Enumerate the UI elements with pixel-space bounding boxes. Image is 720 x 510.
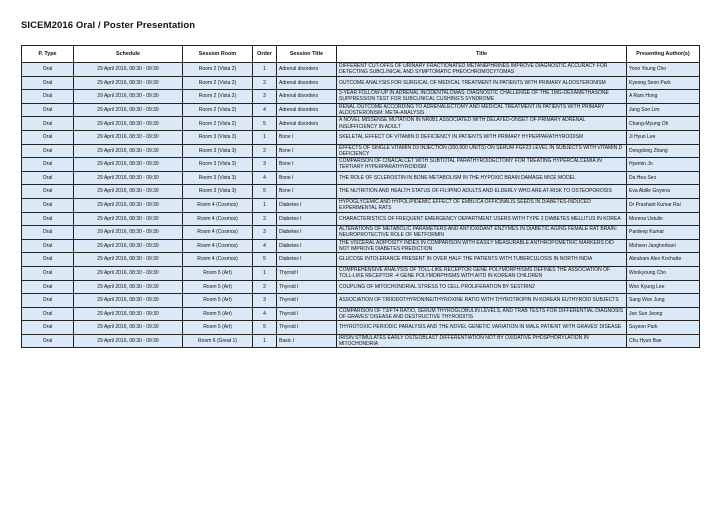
cell-presenting-author: Kyeong Seon Park — [627, 76, 700, 90]
table-row — [22, 171, 700, 185]
cell-order: 1 — [253, 63, 277, 77]
cell-session-title: Thyroid I — [277, 307, 337, 321]
cell-session-title: Diabetes I — [277, 253, 337, 267]
cell-schedule: 29 April 2016, 08:30 - 09:30 — [74, 321, 183, 335]
cell-presenting-author: Yoon Young Cho — [627, 63, 700, 77]
cell-title: IRISIN STIMULATES EARLY OSTEOBLAST DIFFERENTIATION NOT BY OXIDATIVE PHOSPHORYLATION IN MITOCHONDRIA — [337, 334, 627, 348]
column-header-schedule: Schedule — [74, 46, 183, 63]
table-row — [22, 144, 700, 158]
cell-session-room: Room 2 (Vista 2) — [183, 76, 253, 90]
cell-title: THE ROLE OF SCLEROSTIN IN BONE METABOLISM IN THE HYPOXIC BRAIN DAMAGE MICE MODEL — [337, 171, 627, 185]
cell-ptype: Oral — [22, 198, 74, 212]
cell-presenting-author: Abraham Alex Kochatte — [627, 253, 700, 267]
cell-title: GLUCOSE INTOLERANCE PRESENT IN OVER HALF THE PATIENTS WITH TUBERCULOSIS IN NORTH INDIA — [337, 253, 627, 267]
table-row — [22, 266, 700, 280]
cell-order: 2 — [253, 280, 277, 294]
cell-session-room: Room 5 (Art) — [183, 307, 253, 321]
cell-order: 2 — [253, 212, 277, 226]
table-row — [22, 294, 700, 308]
cell-session-room: Room 3 (Vista 3) — [183, 158, 253, 172]
cell-title: COUPLING OF MITOCHONDRIAL STRESS TO CELL PROLIFERATION BY SESTRIN2 — [337, 280, 627, 294]
table-row — [22, 253, 700, 267]
cell-session-title: Bone I — [277, 171, 337, 185]
cell-session-room: Room 3 (Vista 3) — [183, 144, 253, 158]
cell-presenting-author: Jee Sun Jeong — [627, 307, 700, 321]
cell-session-title: Basic I — [277, 334, 337, 348]
cell-session-title: Thyroid I — [277, 294, 337, 308]
cell-schedule: 29 April 2016, 08:30 - 09:30 — [74, 117, 183, 131]
cell-order: 3 — [253, 294, 277, 308]
cell-session-title: Diabetes I — [277, 239, 337, 253]
cell-schedule: 29 April 2016, 08:30 - 09:30 — [74, 280, 183, 294]
cell-session-title: Adrenal disorders — [277, 117, 337, 131]
table-row — [22, 63, 700, 77]
cell-presenting-author: Eva Abille Goyena — [627, 185, 700, 199]
cell-ptype: Oral — [22, 158, 74, 172]
cell-ptype: Oral — [22, 130, 74, 144]
cell-title: DIFFERENT CUT-OFFS OF URINARY FRACTIONATED METANEPHRINES IMPROVE DIAGNOSTIC ACCURACY FOR DETECTING SUBCLINICAL AND SYMPTOMATIC PHEOCHROMOCYTOMAS — [337, 63, 627, 77]
table-row — [22, 130, 700, 144]
cell-title: COMPARISON OF T3/FT4 RATIO, SERUM THYROGLOBULIN LEVELS, AND TRAB TESTS FOR DIFFERENTIAL DIAGNOSIS OF GRAVES' DISEASE AND DESTRUCTIVE THYROIDITIS — [337, 307, 627, 321]
cell-presenting-author: Da Hea Seo — [627, 171, 700, 185]
cell-title: ALTERATIONS OF METABOLIC PARAMETERS AND ANTIOXIDANT ENZYMES IN DIABETIC AGING FEMALE RAT BRAIN: NEUROPROTECTIVE ROLE OF METFORMIN — [337, 226, 627, 240]
table-row — [22, 321, 700, 335]
cell-session-room: Room 4 (Cosmos) — [183, 198, 253, 212]
cell-presenting-author: Sang Won Jung — [627, 294, 700, 308]
cell-ptype: Oral — [22, 226, 74, 240]
cell-presenting-author: Chu Hyun Bae — [627, 334, 700, 348]
cell-order: 5 — [253, 117, 277, 131]
table-row — [22, 226, 700, 240]
cell-ptype: Oral — [22, 253, 74, 267]
cell-order: 2 — [253, 76, 277, 90]
cell-title: ASSOCIATION OF TRIIODOTHYRONINE/THYROXINE RATIO WITH THYROTROPIN IN KOREAN EUTHYROID SUBJECTS — [337, 294, 627, 308]
cell-schedule: 29 April 2016, 08:30 - 09:30 — [74, 239, 183, 253]
cell-session-room: Room 6 (Great 1) — [183, 334, 253, 348]
cell-session-room: Room 4 (Cosmos) — [183, 239, 253, 253]
cell-ptype: Oral — [22, 144, 74, 158]
cell-presenting-author: Hyemin Jo — [627, 158, 700, 172]
cell-order: 4 — [253, 307, 277, 321]
table-header-row — [22, 46, 700, 63]
cell-schedule: 29 April 2016, 08:30 - 09:30 — [74, 266, 183, 280]
cell-presenting-author: Wonkyoung Cho — [627, 266, 700, 280]
cell-session-title: Adrenal disorders — [277, 63, 337, 77]
cell-presenting-author: Suyeon Park — [627, 321, 700, 335]
cell-session-room: Room 5 (Art) — [183, 266, 253, 280]
cell-presenting-author: Chang-Myung Oh — [627, 117, 700, 131]
cell-session-room: Room 2 (Vista 2) — [183, 63, 253, 77]
cell-order: 3 — [253, 90, 277, 104]
cell-schedule: 29 April 2016, 08:30 - 09:30 — [74, 185, 183, 199]
cell-title: COMPREHENSIVE ANALYSIS OF TOLL-LIKE RECEPTOR GENE POLYMORPHISMS DEFINES THE ASSOCIATION OF TOLL-LIKE RECEPTOR -4 GENE POLYMORPHISMS WITH AITD IN KOREAN CHILDREN — [337, 266, 627, 280]
cell-session-room: Room 3 (Vista 3) — [183, 171, 253, 185]
cell-session-room: Room 5 (Art) — [183, 280, 253, 294]
table-row — [22, 185, 700, 199]
page-title: SICEM2016 Oral / Poster Presentation — [21, 20, 196, 31]
cell-presenting-author: Dr Prashant Kumar Rai — [627, 198, 700, 212]
cell-ptype: Oral — [22, 334, 74, 348]
cell-session-title: Adrenal disorders — [277, 76, 337, 90]
cell-ptype: Oral — [22, 103, 74, 117]
cell-session-title: Bone I — [277, 185, 337, 199]
table-row — [22, 334, 700, 348]
cell-session-title: Diabetes I — [277, 198, 337, 212]
cell-order: 3 — [253, 226, 277, 240]
cell-title: COMPARISON OF CINACALCET WITH SUBTOTAL PARATHYROIDECTOMY FOR TREATING HYPERCALCEMIA IN TERTIARY HYPERPARATHYROIDISM — [337, 158, 627, 172]
cell-session-title: Bone I — [277, 130, 337, 144]
cell-title: CHARACTERISTICS OF FREQUENT EMERGENCY DEPARTMENT USERS WITH TYPE 2 DIABETES MELLITUS IN KOREA — [337, 212, 627, 226]
cell-presenting-author: Mohsen Janghorbani — [627, 239, 700, 253]
cell-schedule: 29 April 2016, 08:30 - 09:30 — [74, 103, 183, 117]
cell-schedule: 29 April 2016, 08:30 - 09:30 — [74, 144, 183, 158]
cell-schedule: 29 April 2016, 08:30 - 09:30 — [74, 171, 183, 185]
cell-schedule: 29 April 2016, 08:30 - 09:30 — [74, 212, 183, 226]
cell-order: 1 — [253, 130, 277, 144]
cell-order: 4 — [253, 171, 277, 185]
cell-session-room: Room 2 (Vista 2) — [183, 117, 253, 131]
cell-schedule: 29 April 2016, 08:30 - 09:30 — [74, 198, 183, 212]
cell-title: RENAL OUTCOME ACCORDING TO ADRENALECTOMY AND MEDICAL TREATMENT IN PATIENTS WITH PRIMARY ALDOSTERONISM: META-ANALYSIS — [337, 103, 627, 117]
table-body — [22, 63, 700, 348]
cell-title: SKELETAL EFFECT OF VITAMIN D DEFICIENCY IN PATIENTS WITH PRIMARY HYPERPARATHYROIDISM — [337, 130, 627, 144]
cell-ptype: Oral — [22, 63, 74, 77]
cell-title: EFFECTS OF SINGLE VITAMIN D3 INJECTION (200,000 UNITS) ON SERUM FGF23 LEVEL IN SUBJECTS WITH VITAMIN D DEFICIENCY — [337, 144, 627, 158]
column-header-session-title: Session Title — [277, 46, 337, 63]
cell-schedule: 29 April 2016, 08:30 - 09:30 — [74, 226, 183, 240]
cell-order: 1 — [253, 334, 277, 348]
cell-title: THYROTOXIC PERIODIC PARALYSIS AND THE NOVEL GENETIC VARIATION IN MALE PATIENT WITH GRAVES' DISEASE — [337, 321, 627, 335]
cell-title: A NOVEL MISSENSE MUTATION IN NR0B1 ASSOCIATED WITH DELAYED-ONSET OF PRIMARY ADRENAL INSUFFICIENCY IN ADULT — [337, 117, 627, 131]
cell-order: 1 — [253, 198, 277, 212]
cell-session-title: Bone I — [277, 158, 337, 172]
cell-order: 5 — [253, 185, 277, 199]
cell-session-title: Bone I — [277, 144, 337, 158]
cell-ptype: Oral — [22, 321, 74, 335]
cell-schedule: 29 April 2016, 08:30 - 09:30 — [74, 253, 183, 267]
table-row — [22, 239, 700, 253]
cell-order: 5 — [253, 321, 277, 335]
cell-presenting-author: Dongdong Zhang — [627, 144, 700, 158]
cell-order: 5 — [253, 253, 277, 267]
cell-session-room: Room 4 (Cosmos) — [183, 212, 253, 226]
cell-ptype: Oral — [22, 294, 74, 308]
cell-session-title: Adrenal disorders — [277, 103, 337, 117]
cell-schedule: 29 April 2016, 08:30 - 09:30 — [74, 63, 183, 77]
table-row — [22, 117, 700, 131]
column-header-order: Order — [253, 46, 277, 63]
column-header-title: Title — [337, 46, 627, 63]
cell-title: OUTCOME ANALYSIS FOR SURGICAL OF MEDICAL TREATMENT IN PATIENTS WITH PRIMARY ALDOSTERONISM — [337, 76, 627, 90]
column-header-ptype: P. Type — [22, 46, 74, 63]
cell-presenting-author: Woo Kyung Lee — [627, 280, 700, 294]
cell-session-title: Thyroid I — [277, 280, 337, 294]
table-row — [22, 307, 700, 321]
cell-session-room: Room 4 (Cosmos) — [183, 253, 253, 267]
cell-session-room: Room 5 (Art) — [183, 294, 253, 308]
cell-title: THE VISCERAL ADIPOSITY INDEX IN COMPARISON WITH EASILY MEASURABLE ANTHROPOMETRIC MARKERS DID NOT IMPROVE DIABETES PREDICTION — [337, 239, 627, 253]
table-row — [22, 158, 700, 172]
cell-schedule: 29 April 2016, 08:30 - 09:30 — [74, 130, 183, 144]
cell-ptype: Oral — [22, 239, 74, 253]
cell-ptype: Oral — [22, 171, 74, 185]
cell-ptype: Oral — [22, 117, 74, 131]
cell-session-room: Room 2 (Vista 2) — [183, 90, 253, 104]
cell-schedule: 29 April 2016, 08:30 - 09:30 — [74, 294, 183, 308]
cell-session-title: Diabetes I — [277, 226, 337, 240]
cell-title: THE NUTRITION AND HEALTH STATUS OF FILIPINO ADULTS AND ELDERLY WHO ARE AT-RISK TO OSTEOPOROSIS — [337, 185, 627, 199]
cell-ptype: Oral — [22, 280, 74, 294]
column-header-presenting-author: Presenting Author(s) — [627, 46, 700, 63]
cell-presenting-author: Jung Soo Lim — [627, 103, 700, 117]
cell-title: HYPOGLYCEMIC AND HYPOLIPIDEMIC EFFECT OF EMBLICA OFFICINALIS SEEDS IN DIABETES-INDUCED EXPERIMENTAL RATS — [337, 198, 627, 212]
cell-session-room: Room 4 (Cosmos) — [183, 226, 253, 240]
cell-ptype: Oral — [22, 76, 74, 90]
cell-presenting-author: A Ram Hong — [627, 90, 700, 104]
cell-presenting-author: Ji Hyun Lee — [627, 130, 700, 144]
table-row — [22, 198, 700, 212]
cell-schedule: 29 April 2016, 08:30 - 09:30 — [74, 90, 183, 104]
cell-order: 3 — [253, 158, 277, 172]
cell-ptype: Oral — [22, 90, 74, 104]
cell-order: 4 — [253, 239, 277, 253]
column-header-session-room: Session Room — [183, 46, 253, 63]
cell-ptype: Oral — [22, 212, 74, 226]
cell-schedule: 29 April 2016, 08:30 - 09:30 — [74, 334, 183, 348]
cell-ptype: Oral — [22, 185, 74, 199]
cell-session-room: Room 3 (Vista 3) — [183, 130, 253, 144]
table-row — [22, 103, 700, 117]
cell-session-title: Adrenal disorders — [277, 90, 337, 104]
cell-presenting-author: Pardeep Kumar — [627, 226, 700, 240]
cell-ptype: Oral — [22, 266, 74, 280]
cell-presenting-author: Morena Ustulin — [627, 212, 700, 226]
cell-title: 3-YEAR FOLLOW-UP IN ADRENAL INCIDENTALOMAS: DIAGNOSTIC CHALLENGE OF THE 1MG-DEXAMETHASONE SUPPRESSION TEST FOR SUBCLINICAL CUSHING'S SYNDROME — [337, 90, 627, 104]
cell-session-title: Thyroid I — [277, 266, 337, 280]
cell-schedule: 29 April 2016, 08:30 - 09:30 — [74, 307, 183, 321]
cell-session-title: Thyroid I — [277, 321, 337, 335]
cell-session-title: Diabetes I — [277, 212, 337, 226]
cell-order: 1 — [253, 266, 277, 280]
cell-schedule: 29 April 2016, 08:30 - 09:30 — [74, 158, 183, 172]
cell-ptype: Oral — [22, 307, 74, 321]
table-row — [22, 280, 700, 294]
table-row — [22, 90, 700, 104]
cell-session-room: Room 2 (Vista 2) — [183, 103, 253, 117]
cell-session-room: Room 3 (Vista 3) — [183, 185, 253, 199]
cell-order: 2 — [253, 144, 277, 158]
table-row — [22, 76, 700, 90]
presentation-table — [21, 45, 700, 348]
table-row — [22, 212, 700, 226]
cell-session-room: Room 5 (Art) — [183, 321, 253, 335]
cell-order: 4 — [253, 103, 277, 117]
cell-schedule: 29 April 2016, 08:30 - 09:30 — [74, 76, 183, 90]
